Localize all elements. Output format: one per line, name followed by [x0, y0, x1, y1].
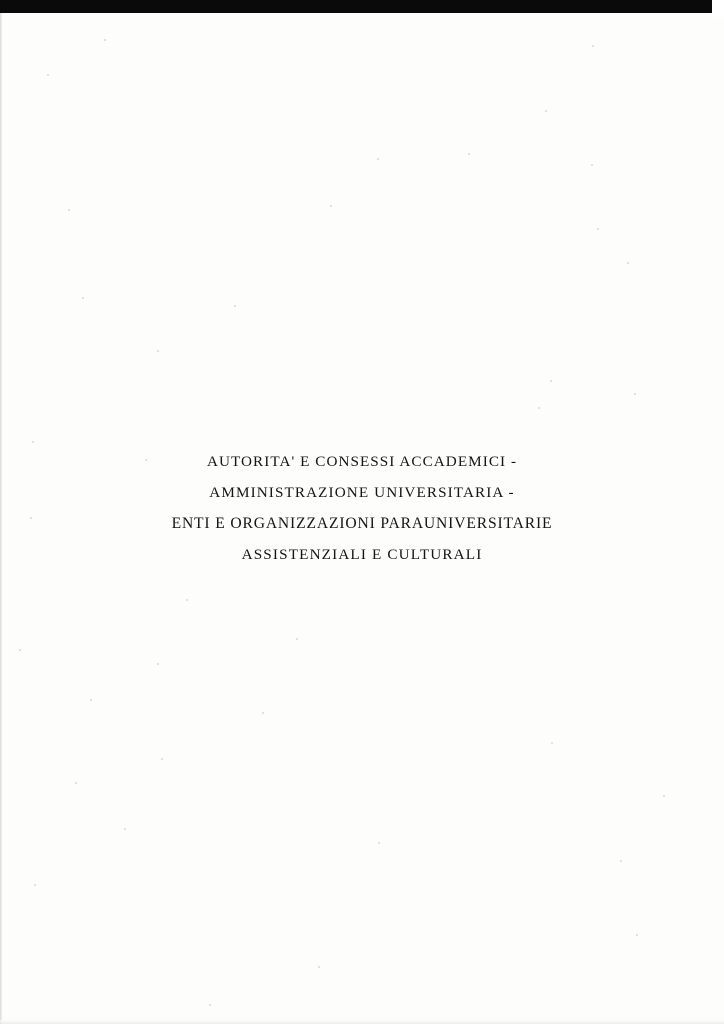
paper-speckle	[157, 350, 159, 352]
paper-speckle	[663, 795, 665, 797]
paper-speckle	[75, 782, 77, 784]
paper-speckle	[34, 884, 36, 886]
paper-speckle	[82, 297, 84, 299]
paper-speckle	[209, 1004, 211, 1006]
paper-speckle	[551, 742, 553, 744]
scan-edge-top-right-gap	[712, 0, 724, 17]
section-title-line-3: ENTI E ORGANIZZAZIONI PARAUNIVERSITARIE	[171, 515, 553, 532]
paper-speckle	[545, 110, 547, 112]
section-title-line-2: AMMINISTRAZIONE UNIVERSITARIA -	[209, 484, 515, 501]
paper-speckle	[19, 649, 21, 651]
paper-speckle	[377, 158, 379, 160]
section-title-block	[0, 446, 724, 570]
paper-speckle	[318, 966, 320, 968]
section-title-line-1: AUTORITA' E CONSESSI ACCADEMICI -	[206, 453, 518, 470]
paper-speckle	[330, 205, 332, 207]
paper-speckle	[592, 45, 594, 47]
paper-speckle	[296, 638, 298, 640]
paper-speckle	[620, 860, 622, 862]
scan-edge-top	[0, 0, 724, 13]
paper-speckle	[68, 209, 70, 211]
paper-speckle	[597, 228, 599, 230]
paper-speckle	[186, 599, 188, 601]
paper-speckle	[234, 305, 236, 307]
paper-speckle	[538, 407, 540, 409]
paper-speckle	[157, 663, 159, 665]
scan-edge-bottom	[0, 1020, 724, 1024]
paper-speckle	[124, 828, 126, 830]
section-title-line-4: ASSISTENZIALI E CULTURALI	[241, 546, 483, 563]
paper-speckle	[104, 39, 106, 41]
paper-speckle	[32, 441, 34, 443]
paper-speckle	[161, 758, 163, 760]
paper-speckle	[378, 842, 380, 844]
paper-speckle	[90, 699, 92, 701]
paper-speckle	[636, 934, 638, 936]
paper-speckle	[550, 380, 552, 382]
paper-speckle	[262, 712, 264, 714]
paper-speckle	[47, 74, 49, 76]
paper-speckle	[627, 262, 629, 264]
paper-speckle	[468, 153, 470, 155]
paper-speckle	[591, 164, 593, 166]
paper-speckle	[634, 393, 636, 395]
